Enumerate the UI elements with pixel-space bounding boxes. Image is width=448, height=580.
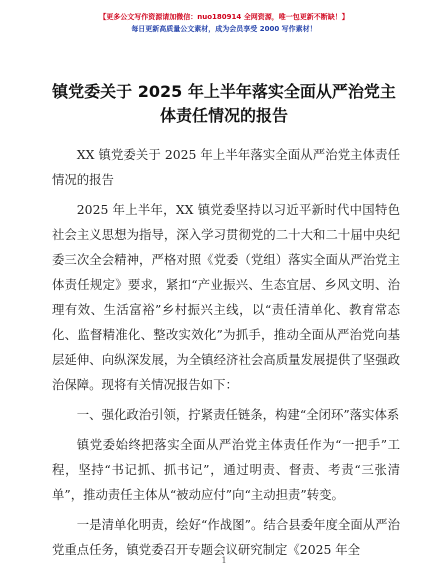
paragraph-section-1: 镇党委始终把落实全面从严治党主体责任作为“一把手”工程，坚持“书记抓、抓书记”，通过明责、督责、考责“三张清单”，推动责任主体从“被动应付”向“主动担责”转变。 (52, 437, 400, 502)
promo-banner-line-2: 每日更新高质量公文素材，成为会员享受 2000 写作素材！ (131, 25, 317, 33)
document-title: 镇党委关于 2025 年上半年落实全面从严治党主体责任情况的报告 (52, 82, 396, 125)
paragraph-intro: 2025 年上半年，XX 镇党委坚持以习近平新时代中国特色社会主义思想为指导，深入学习贯彻党的二十大和二十届中央纪委三次全会精神，严格对照《党委（党组）落实全面从严治党主体责任规定》要求，紧扣“产业振兴、生态宜居、乡风文明、治理有效、生活富裕”乡村振兴主线，以“责任清单化、教育常态化、监督精准化、整改实效化”为抓手，推动全面从严治党向基层延伸、向纵深发展，为全镇经济社会高质量发展提供了坚强政治保障。现将有关情况报告如下： (52, 202, 400, 392)
section-heading-1: 一、强化政治引领，拧紧责任链条，构建“全闭环”落实体系 (76, 407, 400, 422)
page-number: 1 (221, 556, 227, 565)
paragraph-item-1: 一是清单化明责，绘好“作战图”。结合县委年度全面从严治党重点任务，镇党委召开专题会议研究制定《2025 年全 (52, 517, 400, 557)
promo-banner-line-1: 【更多公文写作资源请加微信：nuo180914 全网资源，唯一包更新不断缺！】 (99, 13, 349, 21)
paragraph-subtitle: XX 镇党委关于 2025 年上半年落实全面从严治党主体责任情况的报告 (52, 147, 400, 187)
document-body (52, 142, 400, 567)
